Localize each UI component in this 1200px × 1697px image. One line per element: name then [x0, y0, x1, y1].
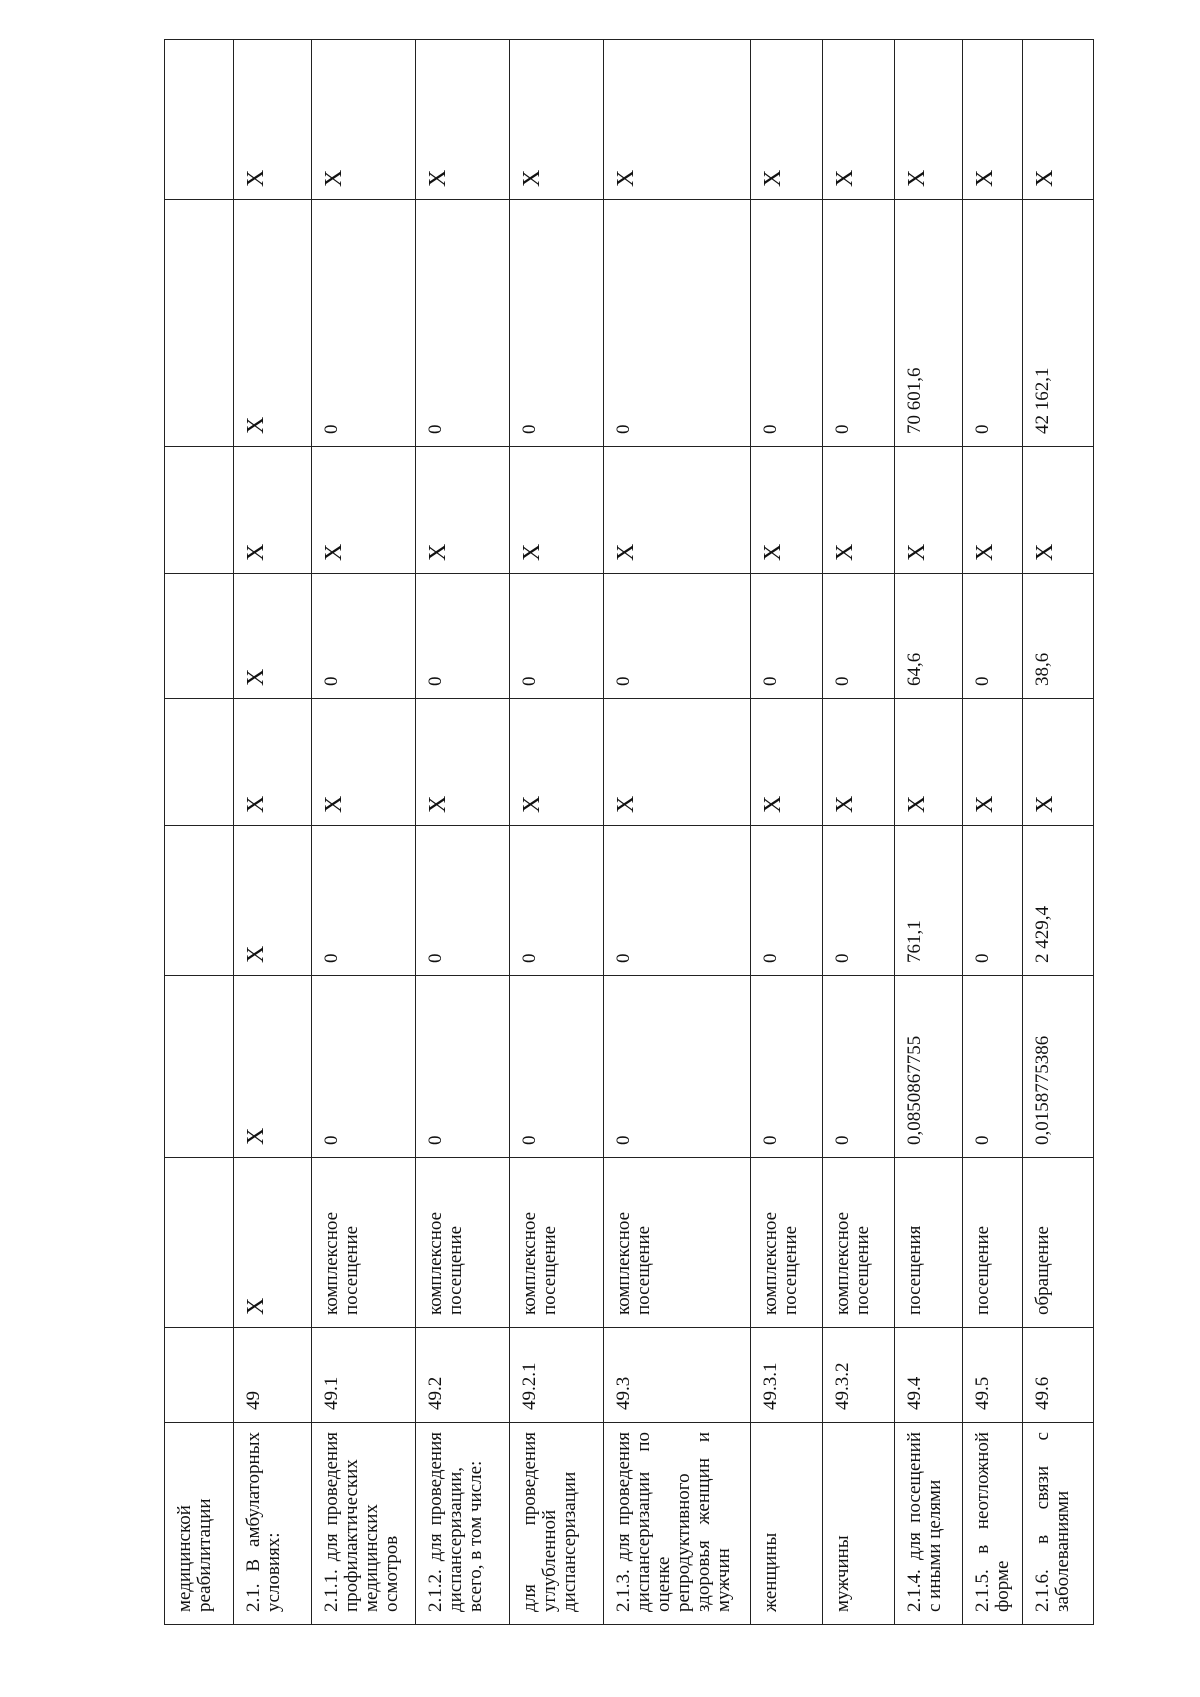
col-6: 0 [962, 200, 1022, 447]
col-4: 0 [962, 574, 1022, 699]
table-row [603, 40, 750, 1625]
col-6: 42 162,1 [1022, 200, 1093, 447]
col-volume: 0 [312, 976, 416, 1158]
col-3: Х [895, 699, 963, 826]
col-norm-cost [165, 826, 234, 976]
col-7: Х [823, 40, 895, 200]
col-5: Х [416, 447, 510, 574]
col-volume: 0 [603, 976, 750, 1158]
row-code: 49.2.1 [509, 1328, 603, 1423]
col-volume: 0 [962, 976, 1022, 1158]
col-7: Х [509, 40, 603, 200]
col-4: 0 [416, 574, 510, 699]
table-row [962, 40, 1022, 1625]
col-5: Х [509, 447, 603, 574]
col-5: Х [312, 447, 416, 574]
row-unit: посещения [895, 1158, 963, 1328]
col-4: 64,6 [895, 574, 963, 699]
col-5: Х [603, 447, 750, 574]
col-volume: 0 [416, 976, 510, 1158]
row-code: 49.2 [416, 1328, 510, 1423]
col-4: 0 [751, 574, 823, 699]
col-7: Х [233, 40, 312, 200]
col-volume: 0,0850867755 [895, 976, 963, 1158]
col-norm-cost: 0 [312, 826, 416, 976]
table-row [1022, 40, 1093, 1625]
data-table [164, 39, 1094, 1625]
col-5: Х [751, 447, 823, 574]
col-volume: 0 [823, 976, 895, 1158]
table-row [233, 40, 312, 1625]
table-row [165, 40, 234, 1625]
row-name: медицинской реабилитации [165, 1423, 234, 1625]
col-5: Х [1022, 447, 1093, 574]
table-row [751, 40, 823, 1625]
col-7: Х [751, 40, 823, 200]
col-volume: 0 [509, 976, 603, 1158]
col-3: Х [416, 699, 510, 826]
row-code: 49.3.1 [751, 1328, 823, 1423]
row-name: 2.1.2. для проведения диспансеризации, всего, в том числе: [416, 1423, 510, 1625]
col-6: 0 [312, 200, 416, 447]
col-3: Х [603, 699, 750, 826]
col-volume: 0 [751, 976, 823, 1158]
col-4: 0 [823, 574, 895, 699]
col-5: Х [962, 447, 1022, 574]
table-row [823, 40, 895, 1625]
row-code: 49.1 [312, 1328, 416, 1423]
col-6: 0 [416, 200, 510, 447]
col-7: Х [962, 40, 1022, 200]
table-row [312, 40, 416, 1625]
row-name: 2.1.1. для проведения профилактических медицинских осмотров [312, 1423, 416, 1625]
row-name: 2.1.3. для проведения диспансеризации по оценке репродуктивного здоровья женщин и мужчин [603, 1423, 750, 1625]
row-code: 49.3 [603, 1328, 750, 1423]
col-6 [165, 200, 234, 447]
col-7 [165, 40, 234, 200]
col-6: 0 [509, 200, 603, 447]
col-4: 0 [509, 574, 603, 699]
col-5: Х [233, 447, 312, 574]
col-norm-cost: 0 [603, 826, 750, 976]
col-4: Х [233, 574, 312, 699]
row-code: 49 [233, 1328, 312, 1423]
col-3: Х [233, 699, 312, 826]
col-4: 38,6 [1022, 574, 1093, 699]
col-4 [165, 574, 234, 699]
row-unit [165, 1158, 234, 1328]
col-volume: 0,0158775386 [1022, 976, 1093, 1158]
col-5 [165, 447, 234, 574]
row-unit: комплексное посещение [603, 1158, 750, 1328]
row-name: 2.1.5. в неотложной форме [962, 1423, 1022, 1625]
col-norm-cost: 761,1 [895, 826, 963, 976]
col-3: Х [1022, 699, 1093, 826]
row-unit: Х [233, 1158, 312, 1328]
col-norm-cost: Х [233, 826, 312, 976]
col-3: Х [751, 699, 823, 826]
col-5: Х [823, 447, 895, 574]
col-6: Х [233, 200, 312, 447]
row-code [165, 1328, 234, 1423]
row-unit: посещение [962, 1158, 1022, 1328]
table-body [165, 40, 1094, 1625]
col-4: 0 [312, 574, 416, 699]
rotated-table-wrapper [164, 40, 1094, 1625]
row-code: 49.3.2 [823, 1328, 895, 1423]
row-name: 2.1.4. для посещений с иными целями [895, 1423, 963, 1625]
table-row [509, 40, 603, 1625]
col-7: Х [312, 40, 416, 200]
col-7: Х [416, 40, 510, 200]
col-norm-cost: 2 429,4 [1022, 826, 1093, 976]
row-unit: комплексное посещение [823, 1158, 895, 1328]
table-row [895, 40, 963, 1625]
col-norm-cost: 0 [416, 826, 510, 976]
row-unit: обращение [1022, 1158, 1093, 1328]
col-7: Х [603, 40, 750, 200]
col-volume: Х [233, 976, 312, 1158]
col-3: Х [823, 699, 895, 826]
col-3 [165, 699, 234, 826]
col-3: Х [509, 699, 603, 826]
col-norm-cost: 0 [962, 826, 1022, 976]
row-name: мужчины [823, 1423, 895, 1625]
col-6: 0 [751, 200, 823, 447]
row-code: 49.5 [962, 1328, 1022, 1423]
col-6: 0 [603, 200, 750, 447]
row-name: для проведения углубленной диспансеризации [509, 1423, 603, 1625]
col-6: 0 [823, 200, 895, 447]
col-norm-cost: 0 [509, 826, 603, 976]
col-volume [165, 976, 234, 1158]
row-unit: комплексное посещение [312, 1158, 416, 1328]
col-3: Х [312, 699, 416, 826]
row-code: 49.4 [895, 1328, 963, 1423]
col-7: Х [1022, 40, 1093, 200]
table-row [416, 40, 510, 1625]
col-5: Х [895, 447, 963, 574]
col-norm-cost: 0 [751, 826, 823, 976]
row-name: 2.1.6. в связи с заболеваниями [1022, 1423, 1093, 1625]
col-7: Х [895, 40, 963, 200]
row-code: 49.6 [1022, 1328, 1093, 1423]
row-unit: комплексное посещение [509, 1158, 603, 1328]
row-unit: комплексное посещение [416, 1158, 510, 1328]
row-unit: комплексное посещение [751, 1158, 823, 1328]
row-name: женщины [751, 1423, 823, 1625]
col-4: 0 [603, 574, 750, 699]
col-6: 70 601,6 [895, 200, 963, 447]
col-3: Х [962, 699, 1022, 826]
row-name: 2.1. В амбулаторных условиях: [233, 1423, 312, 1625]
col-norm-cost: 0 [823, 826, 895, 976]
